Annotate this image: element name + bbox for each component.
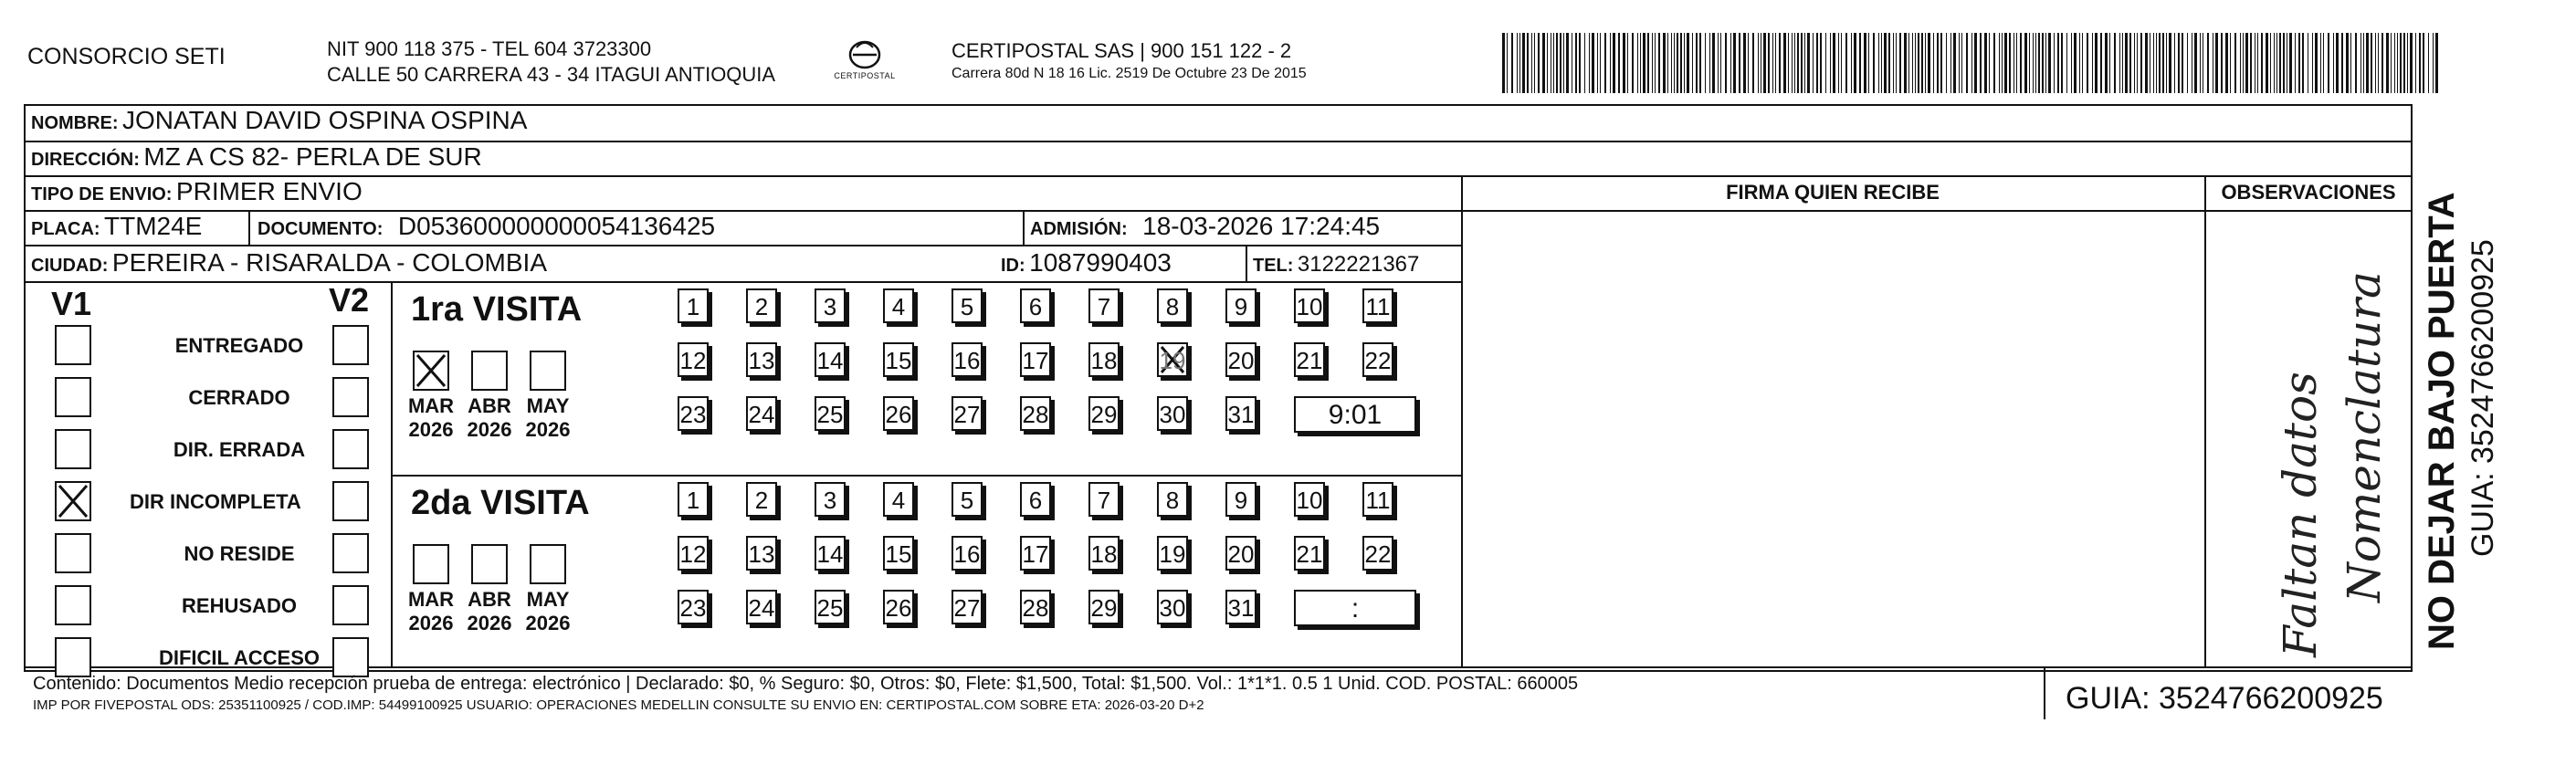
month-label (404, 394, 458, 442)
day-box[interactable]: 13 (746, 536, 777, 571)
status-label: REHUSADO (182, 594, 297, 617)
address-line: CALLE 50 CARRERA 43 - 34 ITAGUI ANTIOQUIA (327, 63, 776, 86)
status-v1-checkbox[interactable] (55, 585, 91, 625)
direccion-value: MZ A CS 82- PERLA DE SUR (143, 142, 482, 171)
day-box[interactable]: 9 (1225, 288, 1256, 323)
footer-print-info: IMP POR FIVEPOSTAL ODS: 25351100925 / COD.IMP: 54499100925 USUARIO: OPERACIONES MEDELLIN CONSULTE SU ENVIO EN: CERTIPOSTAL.COM SOBRE ETA: 2026-03-20 D+2 (33, 697, 1204, 713)
day-box[interactable]: 15 (883, 342, 914, 377)
status-label: NO RESIDE (184, 542, 295, 565)
admision-label: ADMISIÓN: (1030, 219, 1128, 239)
observaciones-header: OBSERVACIONES (2221, 181, 2396, 204)
license-line: Carrera 80d N 18 16 Lic. 2519 De Octubre 23 De 2015 (952, 66, 1307, 81)
status-v1-checkbox[interactable] (55, 377, 91, 417)
tipo-envio-label: TIPO DE ENVIO: (31, 184, 173, 204)
status-v2-checkbox[interactable] (332, 585, 369, 625)
day-box[interactable]: 6 (1020, 288, 1051, 323)
status-v1-checkbox[interactable] (55, 325, 91, 365)
admision-value: 18-03-2026 17:24:45 (1142, 212, 1381, 240)
month-year: 2026 (408, 418, 454, 441)
day-box[interactable]: 21 (1294, 536, 1325, 571)
no-dejar-notice: NO DEJAR BAJO PUERTA (2422, 192, 2462, 650)
day-box[interactable]: 22 (1362, 536, 1393, 571)
month-name: MAY (526, 588, 570, 611)
day-box[interactable]: 4 (883, 288, 914, 323)
status-v2-checkbox[interactable] (332, 533, 369, 573)
status-label: DIR INCOMPLETA (130, 490, 301, 513)
status-v2-checkbox[interactable] (332, 377, 369, 417)
day-box[interactable]: 18 (1088, 536, 1120, 571)
month-label (462, 394, 517, 442)
month-year: 2026 (408, 612, 454, 634)
month-label (520, 394, 575, 442)
day-box[interactable]: 25 (815, 590, 846, 624)
status-v1-checkbox[interactable] (55, 637, 91, 677)
company-name: CONSORCIO SETI (27, 44, 226, 69)
day-box[interactable]: 9 (1225, 482, 1256, 517)
month-name: MAR (407, 588, 455, 611)
status-v1-checkbox[interactable] (55, 533, 91, 573)
status-v2-checkbox[interactable] (332, 325, 369, 365)
day-box[interactable]: 7 (1088, 482, 1120, 517)
month-checkbox[interactable] (530, 544, 566, 584)
visit1-title: 1ra VISITA (411, 290, 583, 329)
day-box[interactable]: 1 (678, 288, 709, 323)
day-box[interactable]: 28 (1020, 396, 1051, 431)
day-box[interactable]: 18 (1088, 342, 1120, 377)
day-box[interactable]: 5 (952, 288, 983, 323)
day-box[interactable]: 13 (746, 342, 777, 377)
tel-label: TEL: (1253, 256, 1294, 276)
day-box[interactable]: 1 (678, 482, 709, 517)
ciudad-value: PEREIRA - RISARALDA - COLOMBIA (111, 248, 548, 277)
day-box[interactable]: 19 (1157, 536, 1188, 571)
month-name: MAR (407, 394, 455, 417)
barcode (1502, 33, 2443, 93)
day-box[interactable]: 6 (1020, 482, 1051, 517)
day-box[interactable]: 27 (952, 396, 983, 431)
ciudad-field (31, 248, 547, 278)
month-name: ABR (468, 588, 511, 611)
day-box[interactable]: 2 (746, 288, 777, 323)
tipo-envio-field (31, 177, 363, 206)
day-box[interactable]: 17 (1020, 536, 1051, 571)
day-number: 19 (1159, 347, 1186, 374)
side-guia: GUIA: 3524766200925 (2466, 239, 2500, 557)
day-box[interactable]: 23 (678, 396, 709, 431)
documento-label: DOCUMENTO: (258, 219, 384, 239)
nombre-value: JONATAN DAVID OSPINA OSPINA (122, 106, 528, 134)
status-label: CERRADO (188, 386, 290, 409)
month-checkbox[interactable] (471, 544, 508, 584)
placa-value: TTM24E (104, 212, 203, 240)
day-box[interactable]: 21 (1294, 342, 1325, 377)
status-v1-checkbox[interactable] (55, 481, 91, 521)
day-box[interactable]: 28 (1020, 590, 1051, 624)
status-label: DIR. ERRADA (173, 438, 306, 461)
day-box[interactable]: 16 (952, 342, 983, 377)
day-box[interactable]: 10 (1294, 288, 1325, 323)
month-checkbox[interactable] (530, 351, 566, 391)
month-checkbox[interactable] (471, 351, 508, 391)
handwritten-note-2: Nomenclatura (2338, 271, 2391, 603)
time-field[interactable]: 9:01 (1294, 396, 1416, 433)
visit2-title: 2da VISITA (411, 484, 590, 522)
day-box[interactable] (1157, 342, 1188, 377)
company-info (327, 37, 775, 88)
status-v2-checkbox[interactable] (332, 481, 369, 521)
day-box[interactable]: 10 (1294, 482, 1325, 517)
day-box[interactable]: 5 (952, 482, 983, 517)
tel-value: 3122221367 (1297, 252, 1420, 277)
status-v2-checkbox[interactable] (332, 637, 369, 677)
nit-line: NIT 900 118 375 - TEL 604 3723300 (327, 37, 652, 60)
carrier-info (952, 38, 1307, 84)
day-box[interactable]: 14 (815, 536, 846, 571)
direccion-label: DIRECCIÓN: (31, 150, 140, 170)
month-label (520, 588, 575, 635)
logo-text: CERTIPOSTAL (834, 71, 896, 80)
day-box[interactable]: 12 (678, 342, 709, 377)
day-box[interactable]: 11 (1362, 288, 1393, 323)
certipostal-logo (833, 35, 897, 86)
month-name: MAY (526, 394, 570, 417)
admision-field (1030, 212, 1380, 241)
day-box[interactable]: 27 (952, 590, 983, 624)
carrier-line: CERTIPOSTAL SAS | 900 151 122 - 2 (952, 39, 1292, 62)
day-box[interactable]: 25 (815, 396, 846, 431)
day-box[interactable]: 14 (815, 342, 846, 377)
tipo-envio-value: PRIMER ENVIO (175, 177, 363, 205)
direccion-field (31, 142, 482, 172)
v1-header: V1 (51, 285, 92, 322)
day-box[interactable]: 29 (1088, 396, 1120, 431)
month-name: ABR (468, 394, 511, 417)
nombre-field (31, 106, 527, 135)
month-label (404, 588, 458, 635)
day-box[interactable]: 3 (815, 288, 846, 323)
day-box[interactable]: 31 (1225, 590, 1256, 624)
day-box[interactable]: 20 (1225, 342, 1256, 377)
day-box[interactable]: 17 (1020, 342, 1051, 377)
day-box[interactable]: 23 (678, 590, 709, 624)
placa-field (31, 212, 202, 241)
day-box[interactable]: 29 (1088, 590, 1120, 624)
x-mark-icon (57, 483, 89, 519)
nombre-label: NOMBRE: (31, 113, 119, 133)
month-year: 2026 (525, 418, 571, 441)
footer-contents: Contenido: Documentos Medio recepción prueba de entrega: electrónico | Declarado: $0, % Seguro: $0, Otros: $0, Flete: $1,500, Total: $1,500. Vol.: 1*1*1. 0.5 1 Unid. COD. POSTAL: 660005 (33, 674, 1579, 694)
day-box[interactable]: 4 (883, 482, 914, 517)
day-box[interactable]: 30 (1157, 396, 1188, 431)
day-box[interactable]: 26 (883, 590, 914, 624)
status-v1-checkbox[interactable] (55, 429, 91, 469)
day-box[interactable]: 20 (1225, 536, 1256, 571)
ciudad-label: CIUDAD: (31, 256, 109, 276)
day-box[interactable]: 16 (952, 536, 983, 571)
id-value: 1087990403 (1029, 248, 1172, 277)
handwritten-note-1: Faltan datos (2274, 372, 2327, 657)
month-year: 2026 (467, 612, 512, 634)
footer-guia: GUIA: 3524766200925 (2066, 681, 2383, 716)
tel-field (1253, 252, 1419, 278)
month-checkbox[interactable] (413, 351, 449, 391)
firma-header: FIRMA QUIEN RECIBE (1726, 181, 1940, 204)
status-label: ENTREGADO (174, 334, 304, 357)
id-label: ID: (1001, 256, 1025, 276)
month-checkbox[interactable] (413, 544, 449, 584)
month-year: 2026 (525, 612, 571, 634)
month-year: 2026 (467, 418, 512, 441)
time-field[interactable]: : (1294, 590, 1416, 626)
day-box[interactable]: 15 (883, 536, 914, 571)
day-box[interactable]: 30 (1157, 590, 1188, 624)
x-mark-icon (415, 352, 447, 389)
day-box[interactable]: 11 (1362, 482, 1393, 517)
id-field (1001, 248, 1172, 278)
month-label (462, 588, 517, 635)
documento-field (258, 212, 715, 241)
day-box[interactable]: 12 (678, 536, 709, 571)
v2-header: V2 (329, 281, 370, 319)
status-v2-checkbox[interactable] (332, 429, 369, 469)
day-box[interactable]: 8 (1157, 288, 1188, 323)
day-box[interactable]: 26 (883, 396, 914, 431)
day-box[interactable]: 31 (1225, 396, 1256, 431)
day-box[interactable]: 22 (1362, 342, 1393, 377)
day-box[interactable]: 3 (815, 482, 846, 517)
day-box[interactable]: 2 (746, 482, 777, 517)
day-box[interactable]: 24 (746, 396, 777, 431)
status-label: DIFICIL ACCESO (158, 646, 320, 669)
day-box[interactable]: 8 (1157, 482, 1188, 517)
documento-value: D053600000000054136425 (397, 212, 716, 240)
day-box[interactable]: 24 (746, 590, 777, 624)
placa-label: PLACA: (31, 219, 100, 239)
day-box[interactable]: 7 (1088, 288, 1120, 323)
